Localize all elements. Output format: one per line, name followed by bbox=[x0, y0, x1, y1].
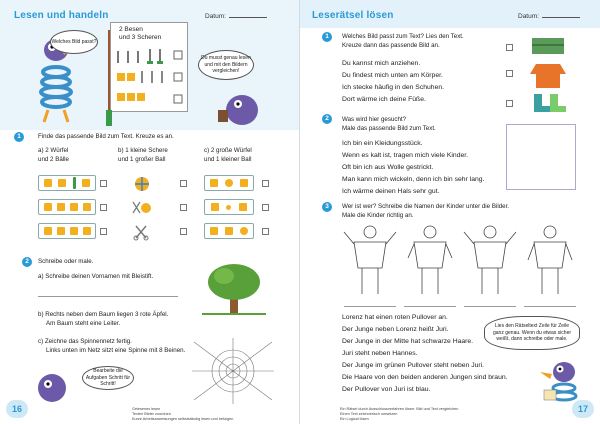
task-3-number: 3 bbox=[322, 202, 332, 212]
task-2b-line2: Am Baum steht eine Leiter. bbox=[46, 320, 121, 327]
riddle-2-line: Ich bin ein Kleidungsstück. bbox=[342, 140, 423, 147]
checkbox[interactable] bbox=[180, 228, 187, 235]
board-line-1: 2 Besen bbox=[119, 26, 143, 33]
riddle-1-line: Du kannst mich anziehen. bbox=[342, 60, 421, 67]
task-1-instruction: Finde das passende Bild zum Text. Kreuze es an. bbox=[38, 133, 174, 140]
checkbox[interactable] bbox=[506, 100, 513, 107]
spider-web-drawing[interactable] bbox=[190, 336, 276, 406]
riddle-3-line: Der Junge in der Mitte hat schwarze Haare. bbox=[342, 338, 474, 345]
task-2b-line1: b) Rechts neben dem Baum liegen 3 rote Äpfel. bbox=[38, 311, 169, 318]
checkbox[interactable] bbox=[100, 204, 107, 211]
jacket-icon bbox=[528, 60, 568, 90]
task-2a-text: a) Schreibe deinen Vornamen mit Bleistift. bbox=[38, 273, 154, 280]
checkbox[interactable] bbox=[100, 228, 107, 235]
board-line-2: und 3 Scheren bbox=[119, 34, 162, 41]
option-c-picture-3 bbox=[204, 223, 254, 239]
scissors-icon bbox=[130, 223, 154, 241]
task-2-instruction-1: Was wird hier gesucht? bbox=[342, 116, 407, 123]
tree-illustration[interactable] bbox=[196, 260, 272, 316]
checkbox[interactable] bbox=[262, 228, 269, 235]
task-2-instruction: Schreibe oder male. bbox=[38, 258, 94, 265]
name-write-line[interactable] bbox=[38, 296, 178, 297]
option-a-picture-3 bbox=[38, 223, 96, 239]
option-c-picture-2 bbox=[204, 199, 254, 215]
riddle-2-line: Man kann mich wickeln, denn ich bin sehr lang. bbox=[342, 176, 485, 183]
children-illustration[interactable] bbox=[340, 222, 580, 298]
name-line[interactable] bbox=[464, 306, 516, 307]
task-2c-line2: Links unten im Netz sitzt eine Spinne mit 8 Beinen. bbox=[46, 347, 186, 354]
task-1-number: 1 bbox=[322, 32, 332, 42]
speech-bubble-bottom: Bearbeite die Aufgaben Schritt für Schritt! bbox=[82, 366, 134, 390]
task-2-number: 2 bbox=[22, 257, 32, 267]
ball-icon bbox=[130, 175, 154, 193]
right-page bbox=[300, 0, 600, 424]
option-b-line2: und 1 großer Ball bbox=[118, 156, 166, 163]
flipchart-board bbox=[110, 22, 188, 112]
date-field[interactable]: Datum: bbox=[205, 12, 267, 20]
riddle-3-line: Der Pullover von Juri ist blau. bbox=[342, 386, 431, 393]
page-number: 16 bbox=[6, 400, 28, 418]
scissors-ball-icon bbox=[130, 199, 154, 217]
checkbox[interactable] bbox=[262, 180, 269, 187]
riddle-2-line: Ich wärme deinen Hals sehr gut. bbox=[342, 188, 440, 195]
speech-bubble-hint: Lies den Rätseltext Zeile für Zeile ganz genau. Wenn du etwas sicher weißt, dann schreibe oder male. bbox=[484, 316, 580, 350]
drawing-box[interactable] bbox=[506, 124, 576, 190]
task-2c-line1: c) Zeichne das Spinnennetz fertig. bbox=[38, 338, 132, 345]
checkbox[interactable] bbox=[100, 180, 107, 187]
riddle-1-line: Du findest mich unten am Körper. bbox=[342, 72, 443, 79]
option-a-picture-2 bbox=[38, 199, 96, 215]
riddle-3-line: Der Junge im grünen Pullover steht neben Juri. bbox=[342, 362, 485, 369]
footer-line-2: Texten Bilder zuordnen bbox=[132, 412, 171, 416]
monster-small-illustration bbox=[32, 366, 72, 406]
option-c-line2: und 1 kleiner Ball bbox=[204, 156, 252, 163]
checkbox[interactable] bbox=[180, 180, 187, 187]
task-1-number: 1 bbox=[14, 132, 24, 142]
task-2-instruction-2: Male das passende Bild zum Text. bbox=[342, 125, 436, 132]
option-a-picture-1 bbox=[38, 175, 96, 191]
riddle-3-line: Der Junge neben Lorenz heißt Juri. bbox=[342, 326, 449, 333]
socks-icon bbox=[528, 92, 568, 116]
riddle-1-line: Ich stecke häufig in den Schuhen. bbox=[342, 84, 445, 91]
riddle-3-line: Juri steht neben Hannes. bbox=[342, 350, 418, 357]
speech-bubble-right: Du musst genau lesen und mit den Bildern vergleichen! bbox=[198, 50, 254, 80]
task-1-instruction-2: Kreuze dann das passende Bild an. bbox=[342, 42, 440, 49]
checkbox[interactable] bbox=[506, 70, 513, 77]
checkbox[interactable] bbox=[506, 44, 513, 51]
task-3-instruction-1: Wer ist wer? Schreibe die Namen der Kinder unter die Bilder. bbox=[342, 203, 510, 210]
riddle-3-line: Lorenz hat einen roten Pullover an. bbox=[342, 314, 448, 321]
speech-bubble-left: Welches Bild passt? bbox=[50, 30, 98, 54]
date-field[interactable]: Datum: bbox=[518, 12, 580, 20]
riddle-1-line: Dort wärme ich deine Füße. bbox=[342, 96, 426, 103]
checkbox[interactable] bbox=[180, 204, 187, 211]
page-title: Lesen und handeln bbox=[14, 10, 109, 21]
option-a-line1: a) 2 Würfel bbox=[38, 147, 69, 154]
checkbox[interactable] bbox=[262, 204, 269, 211]
footer-line-1: Gelesenes lesen bbox=[132, 407, 161, 411]
option-c-picture-1 bbox=[204, 175, 254, 191]
monster-illustration bbox=[218, 84, 264, 128]
page-title: Leserätsel lösen bbox=[312, 10, 394, 21]
board-checkboxes bbox=[173, 43, 185, 109]
task-2-number: 2 bbox=[322, 114, 332, 124]
footer-line-2: Einen Text zeichnerisch umsetzen bbox=[340, 412, 398, 416]
footer-line-1: Ein Rätsel durch Ausschlussverfahren lösen: Bild und Text vergleichen bbox=[340, 407, 459, 411]
option-a-line2: und 2 Bälle bbox=[38, 156, 69, 163]
broom-icon bbox=[106, 30, 112, 126]
option-c-line1: c) 2 große Würfel bbox=[204, 147, 252, 154]
footer-line-3: Ein Logical lösen bbox=[340, 417, 369, 421]
footer-line-3: Kurze Arbeitsanweisungen selbstständig lesen und befolgen bbox=[132, 417, 234, 421]
option-b-line1: b) 1 kleine Schere bbox=[118, 147, 168, 154]
riddle-2-line: Oft bin ich aus Wolle gestrickt. bbox=[342, 164, 434, 171]
task-1-instruction-1: Welches Bild passt zum Text? Lies den Text. bbox=[342, 33, 464, 40]
task-3-instruction-2: Male die Kinder richtig an. bbox=[342, 212, 414, 219]
name-line[interactable] bbox=[524, 306, 576, 307]
trousers-icon bbox=[528, 34, 568, 58]
name-line[interactable] bbox=[344, 306, 396, 307]
riddle-3-line: Die Haare von den beiden anderen Jungen sind braun. bbox=[342, 374, 508, 381]
page-number: 17 bbox=[572, 400, 594, 418]
riddle-2-line: Wenn es kalt ist, tragen mich viele Kinder. bbox=[342, 152, 469, 159]
name-line[interactable] bbox=[404, 306, 456, 307]
